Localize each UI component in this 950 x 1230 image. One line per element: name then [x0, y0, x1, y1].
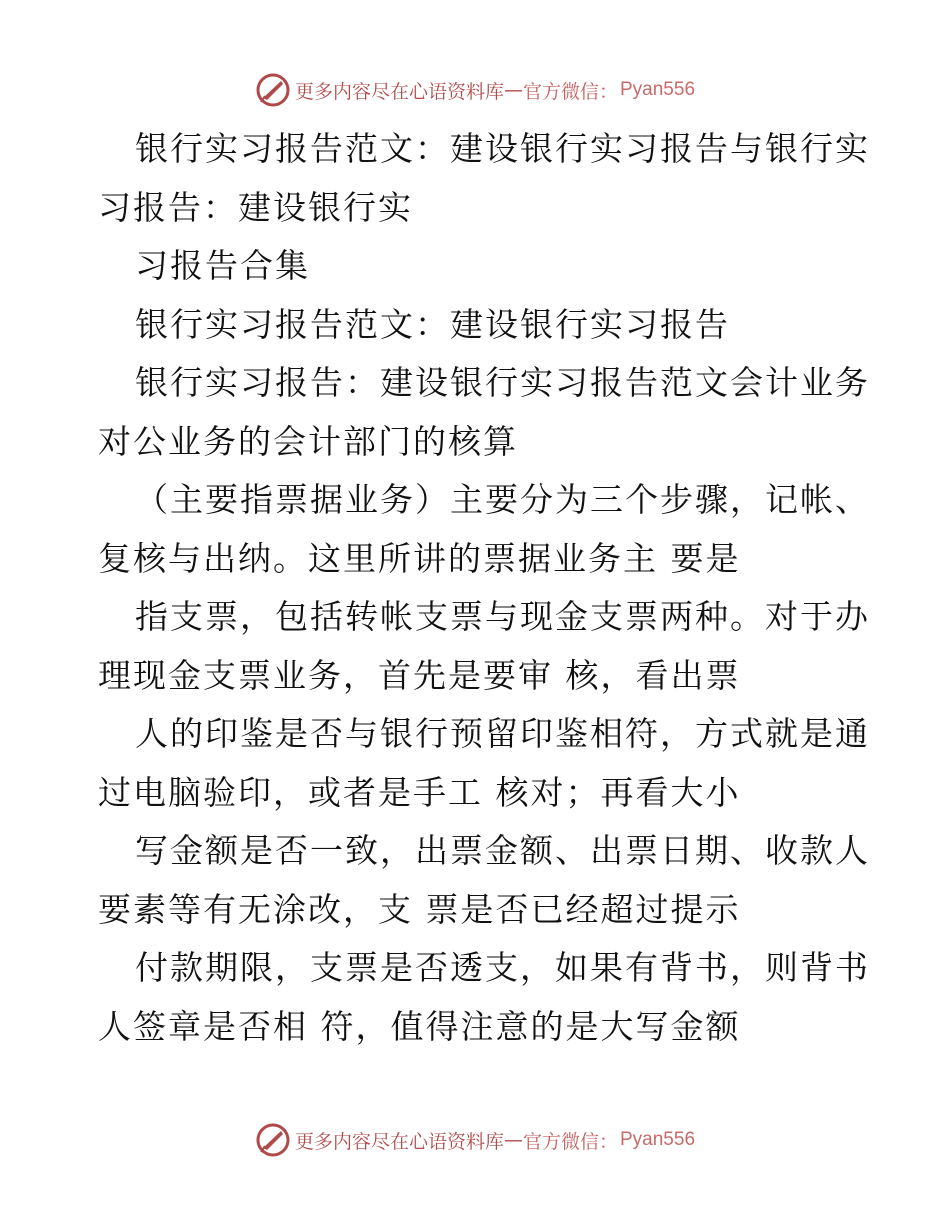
- paragraph: [98, 471, 870, 588]
- document-body: [98, 120, 870, 1056]
- text-line: 过电脑验印，或者是手工 核对；再看大小: [98, 772, 741, 812]
- text-line: 理现金支票业务，首先是要审 核，看出票: [98, 655, 741, 695]
- text-line: 习报告：建设银行实: [98, 187, 413, 227]
- text-line: 对公业务的会计部门的核算: [98, 421, 518, 461]
- text-line: （主要指票据业务）主要分为三个步骤，记帐、: [135, 480, 870, 519]
- banner-wechat-handle: Pyan556: [620, 79, 696, 100]
- text-line: 付款期限，支票是否透支，如果有背书，则背书: [135, 948, 870, 987]
- banner-wechat-label: 官方微信：: [522, 1130, 618, 1153]
- text-line: 人签章是否相 符，值得注意的是大写金额: [98, 1006, 741, 1046]
- text-line: 人的印鉴是否与银行预留印鉴相符，方式就是通: [135, 714, 870, 753]
- paragraph: [98, 237, 858, 296]
- header-banner: [0, 70, 950, 110]
- text-line: 写金额是否一致，出票金额、出票日期、收款人: [135, 831, 870, 870]
- paragraph: [98, 939, 870, 1056]
- banner-wechat-label: 官方微信：: [522, 80, 618, 103]
- paragraph: [98, 588, 870, 705]
- banner-main-text: 更多内容尽在心语资料库: [294, 80, 504, 103]
- banner-separator: —: [503, 79, 523, 101]
- paragraph-title: [98, 120, 870, 237]
- paragraph: [98, 822, 870, 939]
- paragraph: [98, 705, 870, 822]
- text-line: 复核与出纳。这里所讲的票据业务主 要是: [98, 538, 741, 578]
- text-line: 习报告合集: [135, 246, 310, 285]
- banner-wechat-handle: Pyan556: [620, 1129, 696, 1150]
- text-line: 银行实习报告范文：建设银行实习报告与银行实: [135, 129, 870, 168]
- banner-main-text: 更多内容尽在心语资料库: [294, 1130, 504, 1153]
- paragraph: [98, 296, 858, 355]
- text-line: 银行实习报告：建设银行实习报告范文会计业务: [135, 363, 870, 402]
- text-line: 要素等有无涂改，支 票是否已经超过提示: [98, 889, 741, 929]
- text-line: 银行实习报告范文：建设银行实习报告: [135, 304, 730, 344]
- quill-logo-icon: [255, 1122, 291, 1158]
- banner-separator: —: [503, 1129, 523, 1151]
- paragraph: [98, 354, 870, 471]
- footer-banner: [0, 1120, 950, 1160]
- text-line: 指支票，包括转帐支票与现金支票两种。对于办: [135, 597, 870, 636]
- quill-logo-icon: [255, 72, 291, 108]
